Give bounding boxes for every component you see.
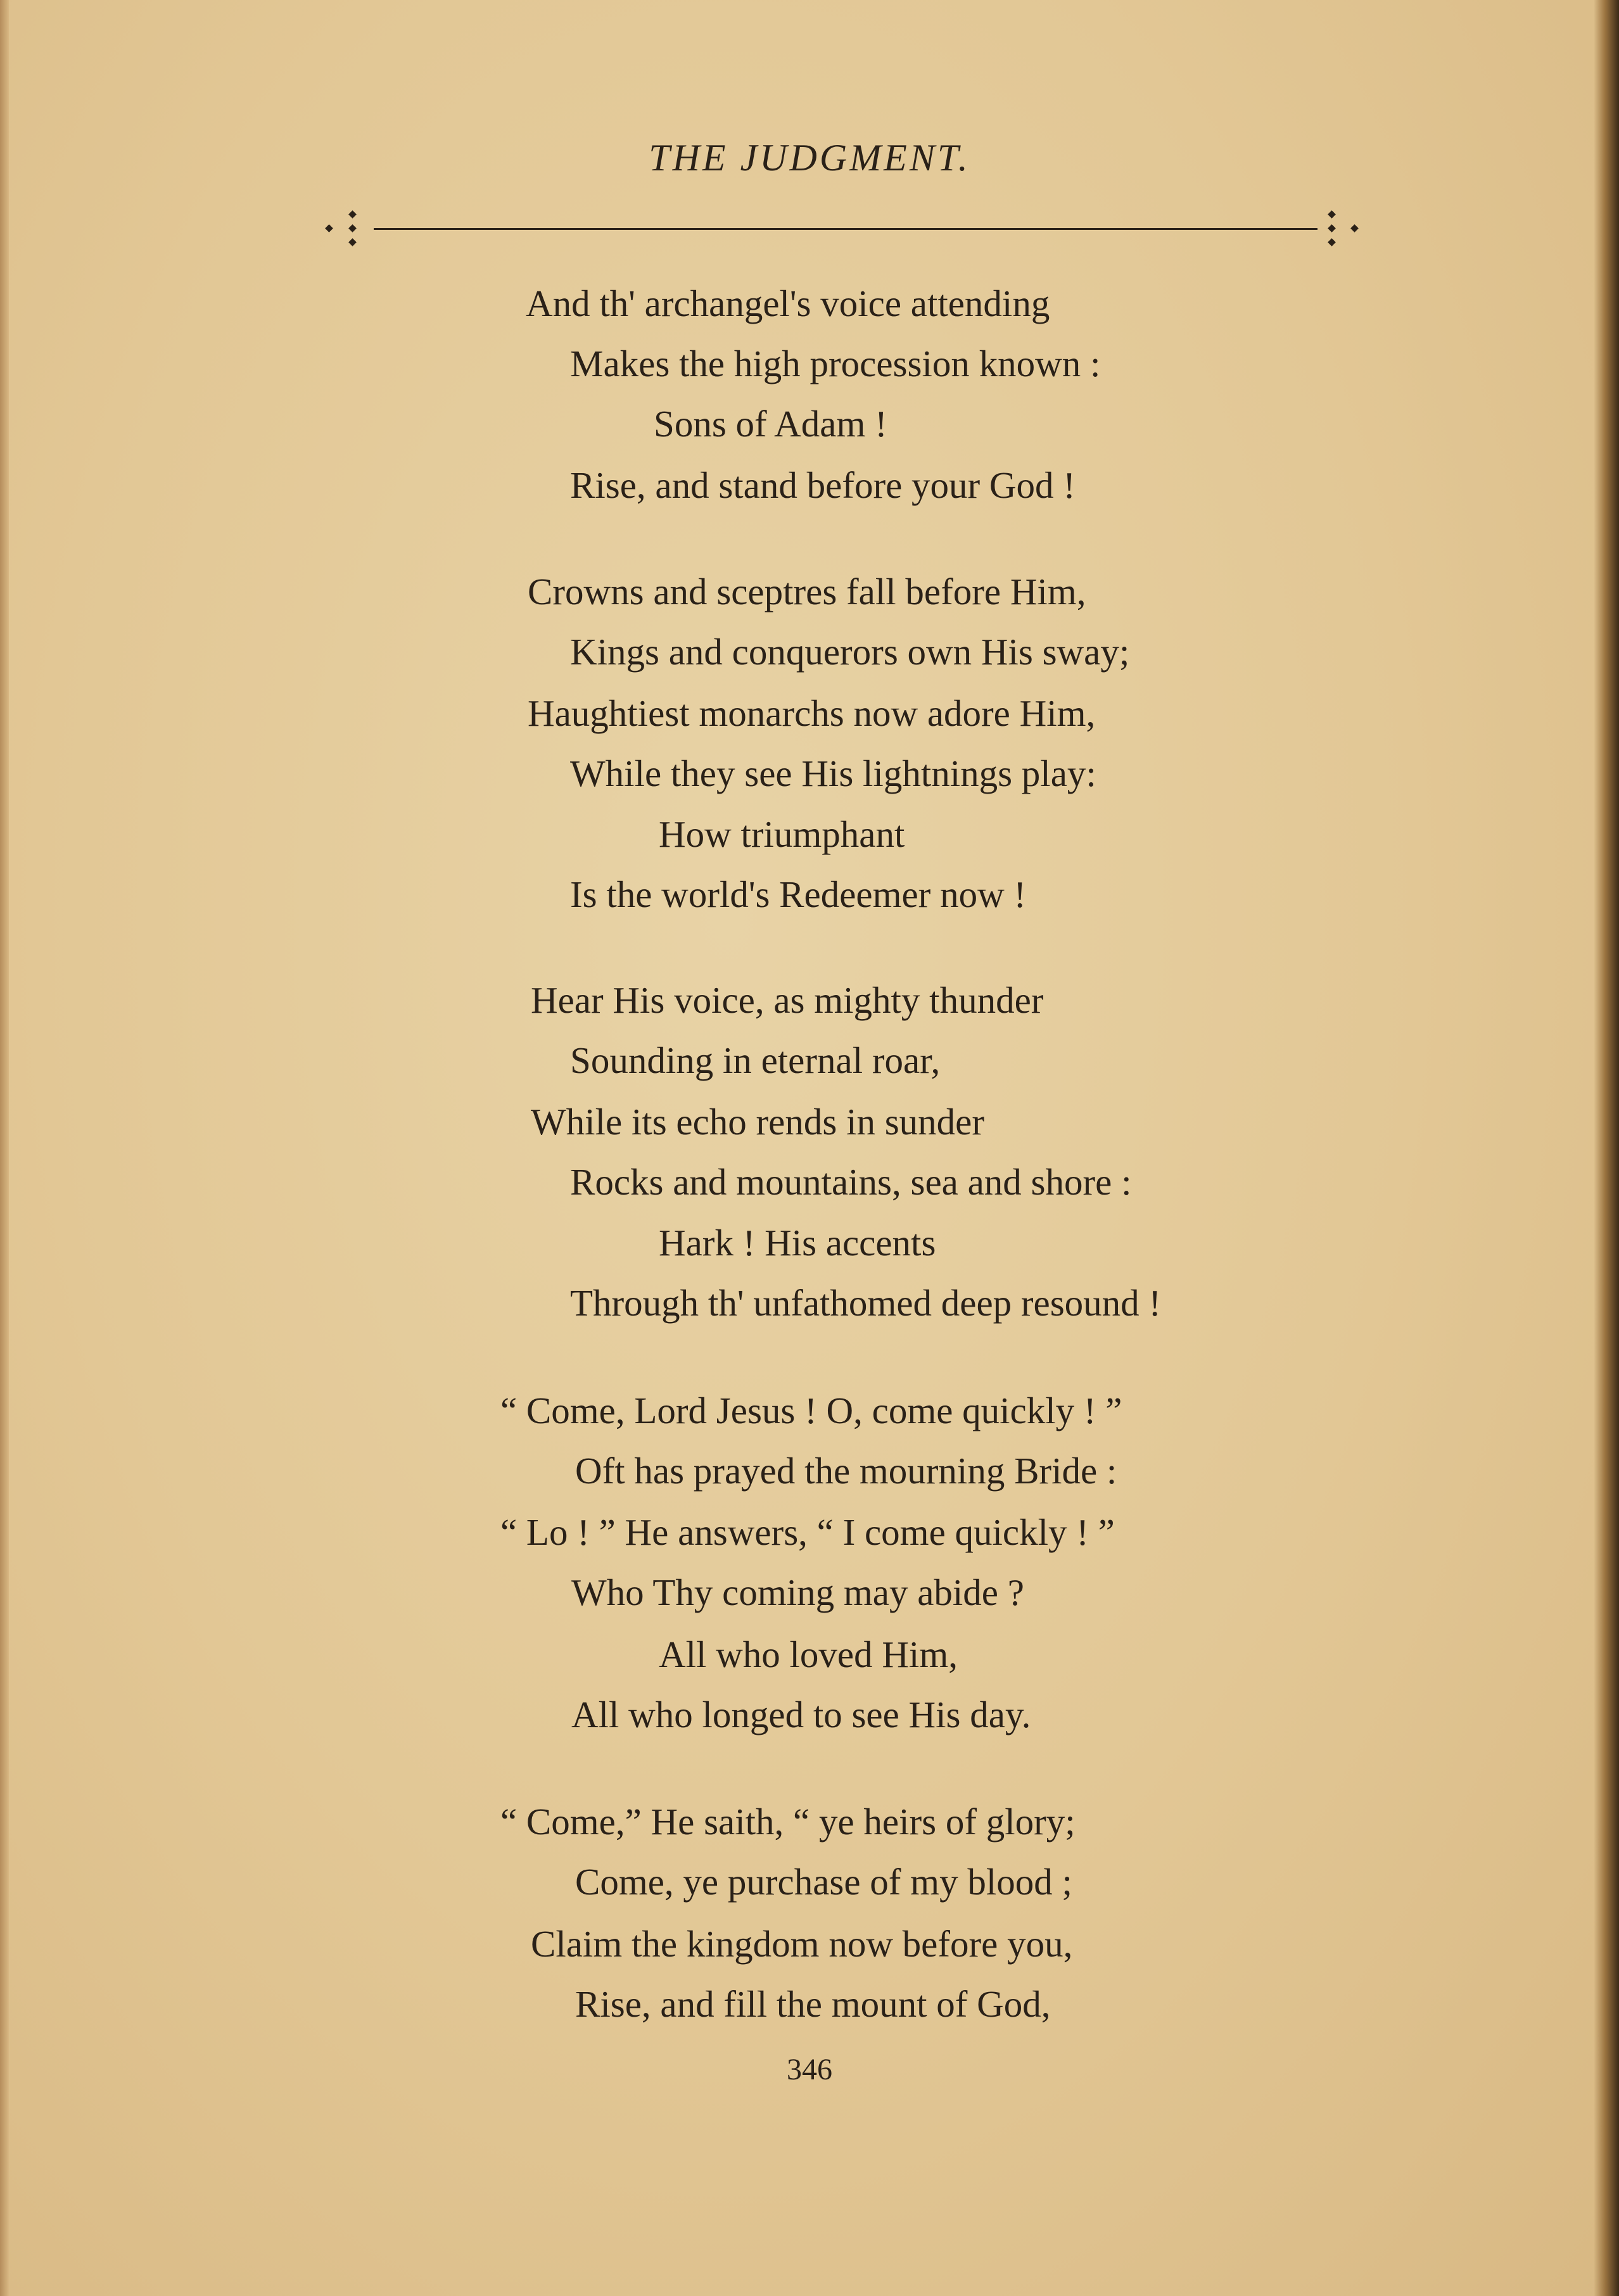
poem-line: Kings and conquerors own His sway; xyxy=(570,631,1130,673)
header-rule xyxy=(374,228,1317,230)
poem-line: Oft has prayed the mourning Bride : xyxy=(575,1450,1117,1492)
poem-line: Rise, and stand before your God ! xyxy=(570,464,1076,506)
running-head: THE JUDGMENT. xyxy=(649,137,970,179)
poem-line: Claim the kingdom now before you, xyxy=(531,1923,1073,1965)
poem-line: Makes the high procession known : xyxy=(570,343,1101,384)
poem-line: Who Thy coming may abide ? xyxy=(571,1571,1024,1613)
binding-edge xyxy=(0,0,9,2296)
rule-ornament-right xyxy=(1317,206,1362,251)
poem-line: Rocks and mountains, sea and shore : xyxy=(570,1161,1132,1203)
poem-line: “ Lo ! ” He answers, “ I come quickly ! ” xyxy=(500,1511,1115,1553)
poem-line: While they see His lightnings play: xyxy=(570,752,1096,794)
poem-line: Haughtiest monarchs now adore Him, xyxy=(528,692,1096,734)
poem-line: Sons of Adam ! xyxy=(654,403,887,445)
poem-line: All who longed to see His day. xyxy=(571,1694,1031,1735)
poem-line: Through th' unfathomed deep resound ! xyxy=(570,1282,1162,1324)
poem-line: Come, ye purchase of my blood ; xyxy=(575,1861,1072,1903)
page-edge-shadow xyxy=(1594,0,1619,2296)
poem-line: And th' archangel's voice attending xyxy=(526,282,1050,324)
poem-line: “ Come, Lord Jesus ! O, come quickly ! ” xyxy=(500,1390,1122,1431)
poem-line: Sounding in eternal roar, xyxy=(570,1039,941,1081)
rule-ornament-left xyxy=(323,206,367,251)
poem-line: Rise, and fill the mount of God, xyxy=(575,1983,1051,2025)
poem-line: Hear His voice, as mighty thunder xyxy=(531,979,1044,1021)
poem-line: Is the world's Redeemer now ! xyxy=(570,873,1027,915)
poem-line: Hark ! His accents xyxy=(659,1222,936,1264)
page-number: 346 xyxy=(787,2053,832,2086)
poem-line: How triumphant xyxy=(659,813,905,855)
poem-line: While its echo rends in sunder xyxy=(531,1101,985,1143)
poem-line: Crowns and sceptres fall before Him, xyxy=(528,571,1086,612)
poem-line: “ Come,” He saith, “ ye heirs of glory; xyxy=(500,1801,1076,1843)
poem-line: All who loved Him, xyxy=(659,1633,958,1675)
